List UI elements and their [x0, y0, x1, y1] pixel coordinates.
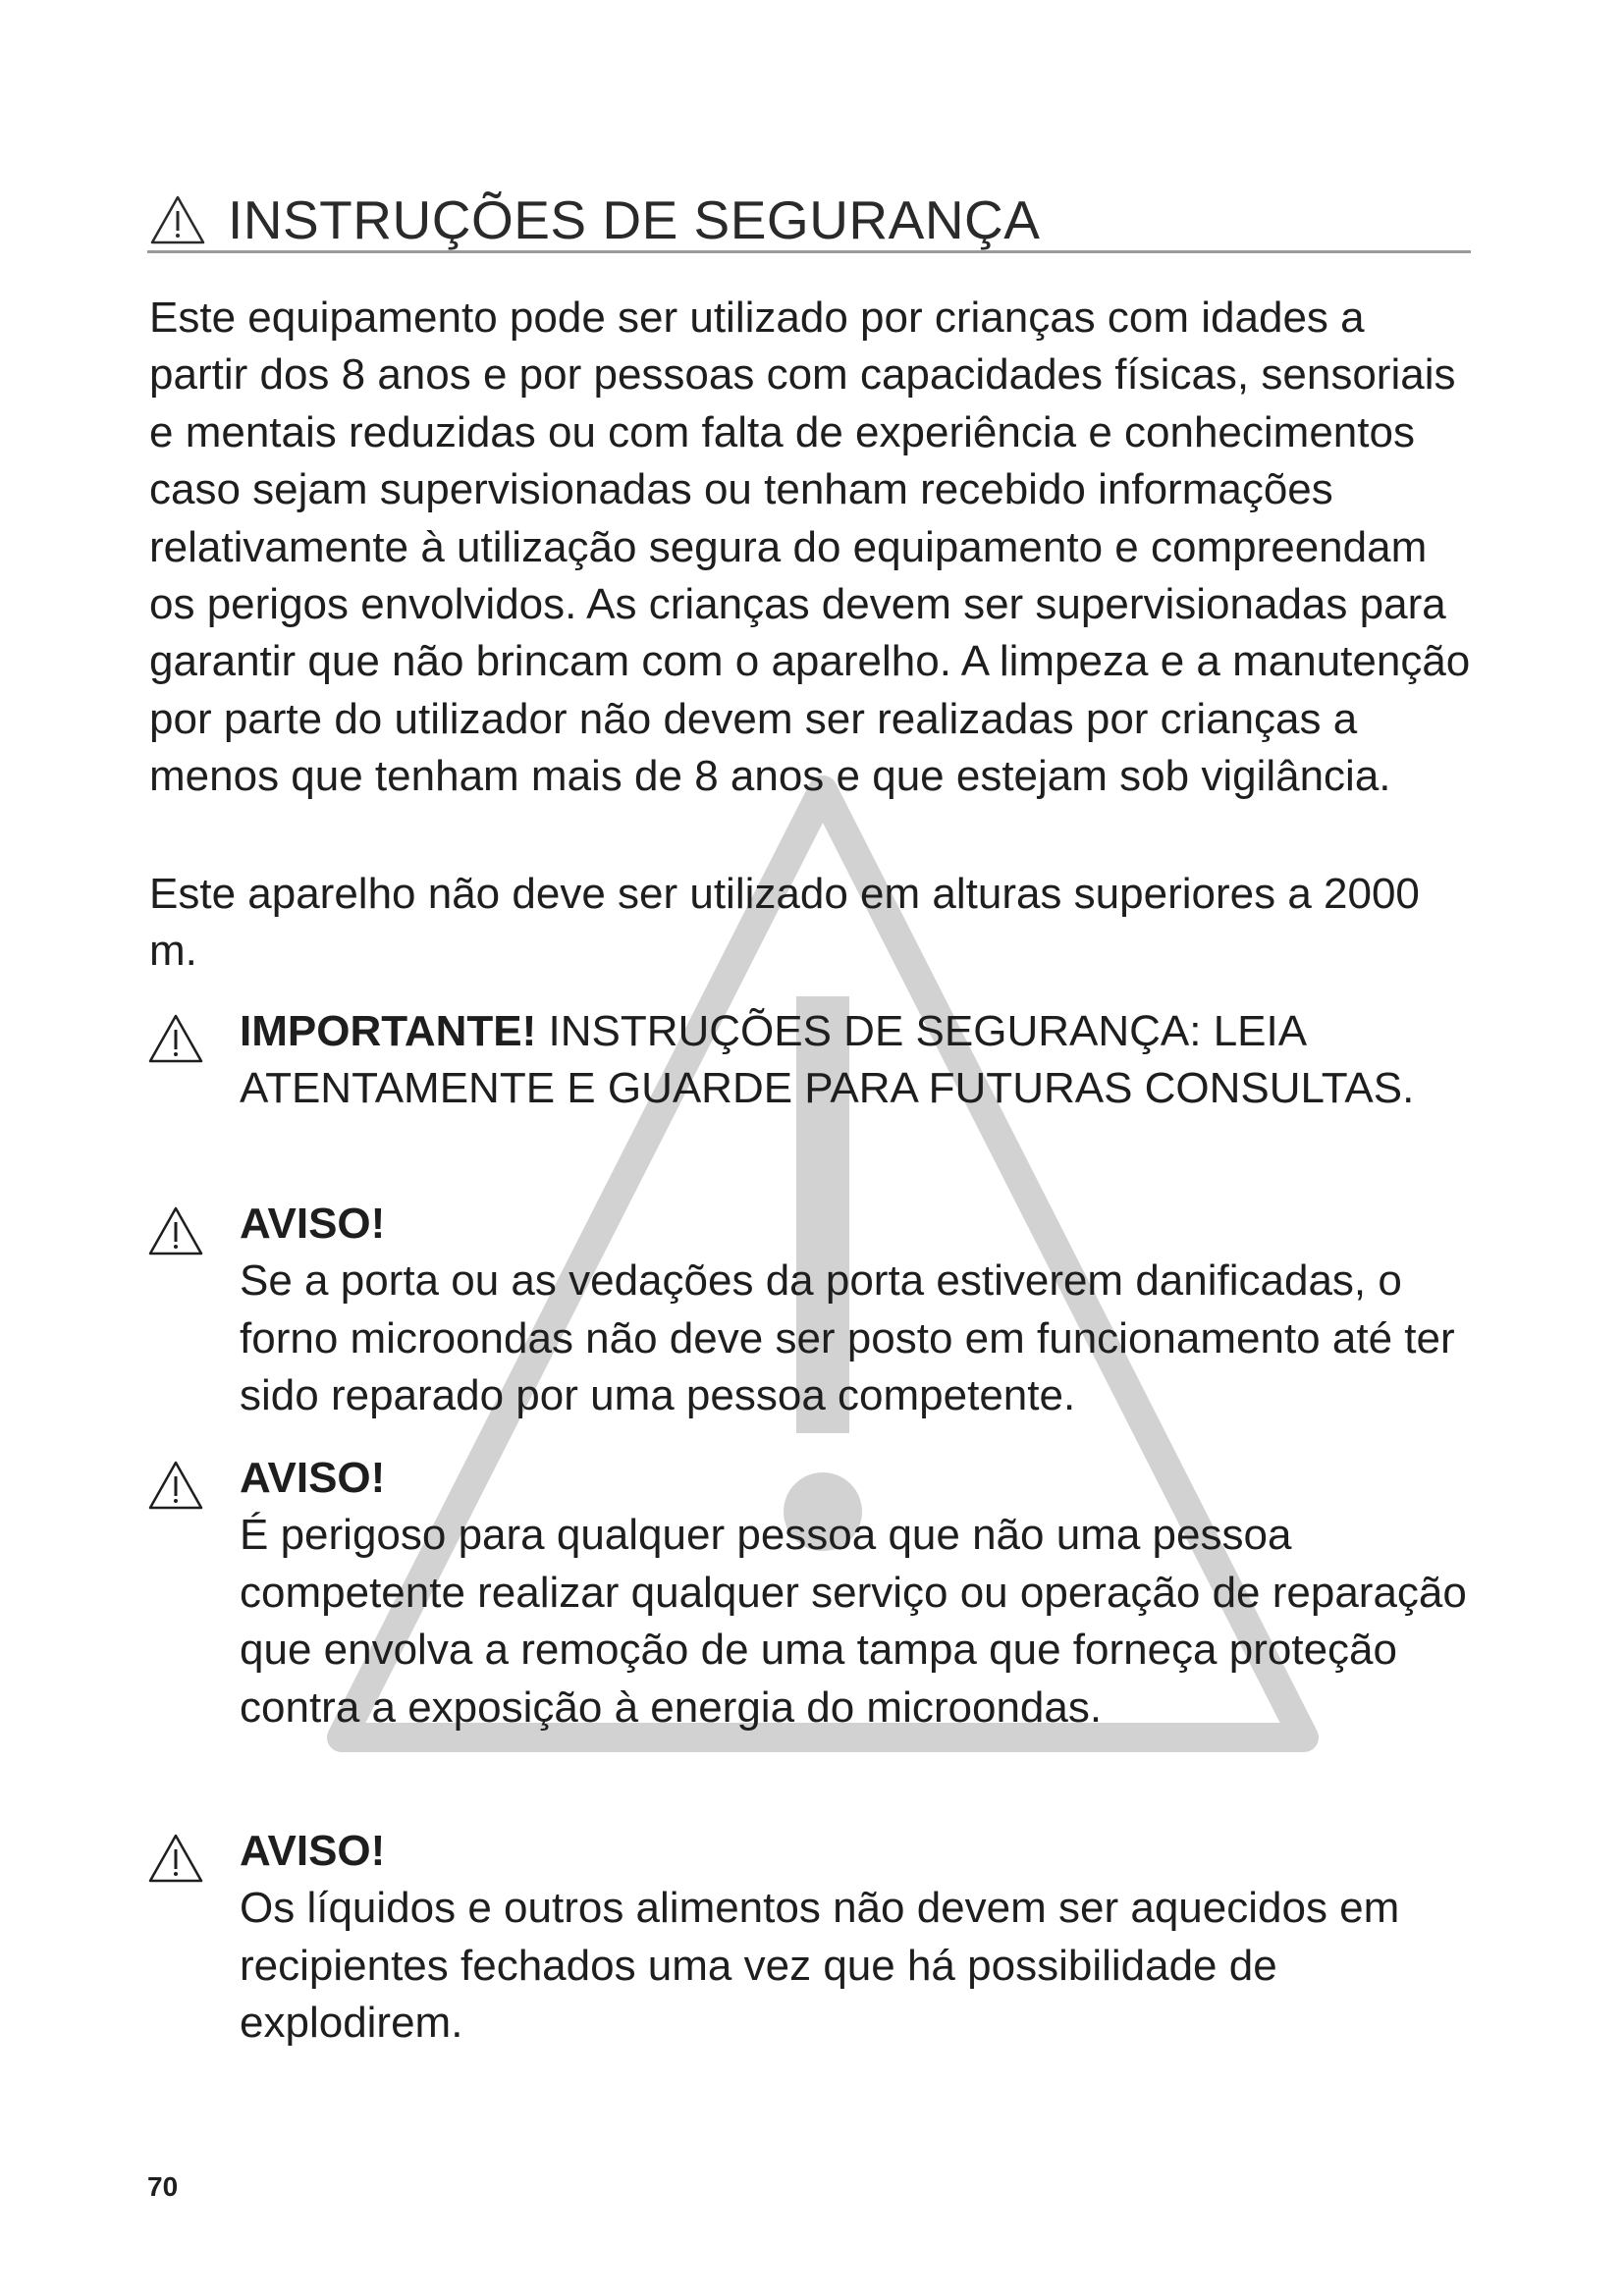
warning-triangle-icon: [149, 194, 206, 245]
warning-triangle-icon: [147, 1460, 204, 1511]
section-header: [147, 185, 1471, 255]
warning-label: AVISO!: [240, 1200, 386, 1248]
title-divider: [147, 250, 1471, 253]
warning-content: [240, 1196, 1475, 1425]
warning-text: É perigoso para qualquer pessoa que não uma pessoa competente realizar qualquer serviço ou operação de reparação que envolva a remoção de uma tampa que forneça proteção contra a exposição à energia do microondas.: [240, 1511, 1467, 1732]
warning-triangle-icon: [147, 1205, 204, 1256]
warning-content: [240, 1823, 1475, 2053]
warning-text: Se a porta ou as vedações da porta estiverem danificadas, o forno microondas não deve ser posto em funcionamento até ter sido reparado por uma pessoa competente.: [240, 1256, 1455, 1420]
warning-content: [240, 1450, 1475, 1736]
important-body: INSTRUÇÕES DE SEGURANÇA: LEIA ATENTAMENTE E GUARDE PARA FUTURAS CONSULTAS.: [240, 1007, 1415, 1113]
warning-text: Os líquidos e outros alimentos não devem ser aquecidos em recipientes fechados uma vez que há possibilidade de explodirem.: [240, 1884, 1400, 2048]
altitude-paragraph: Este aparelho não deve ser utilizado em alturas superiores a 2000 m.: [149, 870, 1420, 976]
important-label: IMPORTANTE!: [240, 1007, 537, 1055]
important-notice: [147, 1003, 1475, 1180]
warning-block: [147, 1450, 1475, 1803]
warning-block: [147, 1823, 1475, 2058]
important-text: [240, 1003, 1475, 1118]
warning-triangle-icon: [147, 1833, 204, 1884]
warning-label: AVISO!: [240, 1454, 386, 1502]
warning-triangle-icon: [147, 1013, 204, 1064]
page-title: INSTRUÇÕES DE SEGURANÇA: [228, 189, 1041, 250]
warning-block: [147, 1196, 1475, 1431]
page-number: 70: [147, 2171, 179, 2202]
warning-label: AVISO!: [240, 1827, 386, 1875]
intro-paragraph: Este equipamento pode ser utilizado por crianças com idades a partir dos 8 anos e por pessoas com capacidades físicas, sensoriais e mentais reduzidas ou com falta de experiência e conhecimentos caso sejam supervisionadas ou tenham recebido informações relativamente à utilização segura do equipamento e compreendam os perigos envolvidos. As crianças devem ser supervisionadas para garantir que não brincam com o aparelho. A limpeza e a manutenção por parte do utilizador não devem ser realizadas por crianças a menos que tenham mais de 8 anos e que estejam sob vigilância.: [149, 294, 1471, 801]
